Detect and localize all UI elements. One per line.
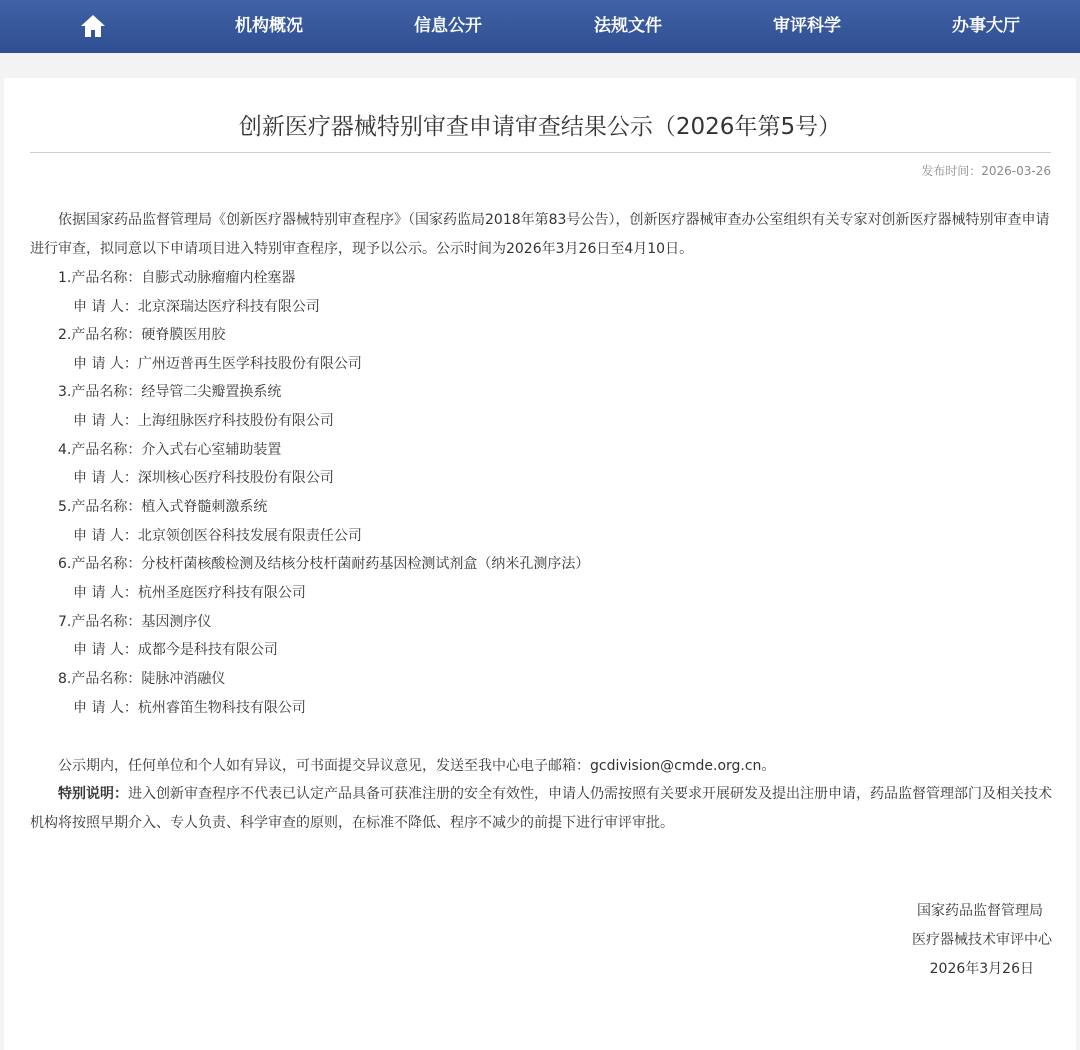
product-4: 4.产品名称：介入式右心室辅助装置 xyxy=(58,442,282,458)
product-6: 6.产品名称：分枝杆菌核酸检测及结核分枝杆菌耐药基因检测试剂盒（纳米孔测序法） xyxy=(58,556,590,572)
product-2: 2.产品名称：硬脊膜医用胶 xyxy=(58,327,226,343)
product-5: 5.产品名称：植入式脊髓刺激系统 xyxy=(58,499,268,515)
applicant-1: 申 请 人：北京深瑞达医疗科技有限公司 xyxy=(73,299,320,315)
publish-time: 发布时间：2026-03-26 xyxy=(921,164,1051,178)
signature-date: 2026年3月26日 xyxy=(929,961,1034,977)
product-7: 7.产品名称：基因测序仪 xyxy=(58,614,212,630)
applicant-2: 申 请 人：广州迈普再生医学科技股份有限公司 xyxy=(73,356,362,372)
applicant-4: 申 请 人：深圳核心医疗科技股份有限公司 xyxy=(73,470,334,486)
special-note-label: 特别说明： xyxy=(58,786,128,802)
nav-item-service-hall[interactable]: 办事大厅 xyxy=(952,16,1020,36)
nav-item-info[interactable]: 信息公开 xyxy=(414,16,482,36)
signature-center: 医疗器械技术审评中心 xyxy=(912,932,1052,948)
objection-notice: 公示期内，任何单位和个人如有异议，可书面提交异议意见，发送至我中心电子邮箱：gcdivision@cmde.org.cn。 xyxy=(58,758,776,774)
top-nav xyxy=(0,0,1080,53)
product-8: 8.产品名称：陡脉冲消融仪 xyxy=(58,671,226,687)
special-note-text: 进入创新审查程序不代表已认定产品具备可获准注册的安全有效性，申请人仍需按照有关要求开展研发及提出注册申请，药品监督管理部门及相关技术机构将按照早期介入、专人负责、科学审查的原则，在标准不降低、程序不减少的前提下进行审评审批。 xyxy=(30,786,1052,831)
nav-item-regulations[interactable]: 法规文件 xyxy=(594,16,662,36)
applicant-5: 申 请 人：北京领创医谷科技发展有限责任公司 xyxy=(73,528,362,544)
applicant-6: 申 请 人：杭州圣庭医疗科技有限公司 xyxy=(73,585,306,601)
applicant-3: 申 请 人：上海纽脉医疗科技股份有限公司 xyxy=(73,413,334,429)
special-note xyxy=(30,780,1055,838)
applicant-7: 申 请 人：成都今是科技有限公司 xyxy=(73,642,278,658)
signature-agency: 国家药品监督管理局 xyxy=(917,903,1043,919)
product-1: 1.产品名称：自膨式动脉瘤瘤内栓塞器 xyxy=(58,270,296,286)
intro-paragraph: 依据国家药品监督管理局《创新医疗器械特别审查程序》（国家药监局2018年第83号公告），创新医疗器械审查办公室组织有关专家对创新医疗器械特别审查申请进行审查，拟同意以下申请项目进入特别审查程序，现予以公示。公示时间为2026年3月26日至4月10日。 xyxy=(30,212,1050,257)
nav-item-about[interactable]: 机构概况 xyxy=(235,16,303,36)
title-divider xyxy=(30,152,1051,153)
product-3: 3.产品名称：经导管二尖瓣置换系统 xyxy=(58,384,282,400)
home-icon[interactable] xyxy=(79,13,107,39)
page-title: 创新医疗器械特别审查申请审查结果公示（2026年第5号） xyxy=(238,114,842,140)
applicant-8: 申 请 人：杭州睿笛生物科技有限公司 xyxy=(73,700,306,716)
nav-item-science[interactable]: 审评科学 xyxy=(773,16,841,36)
